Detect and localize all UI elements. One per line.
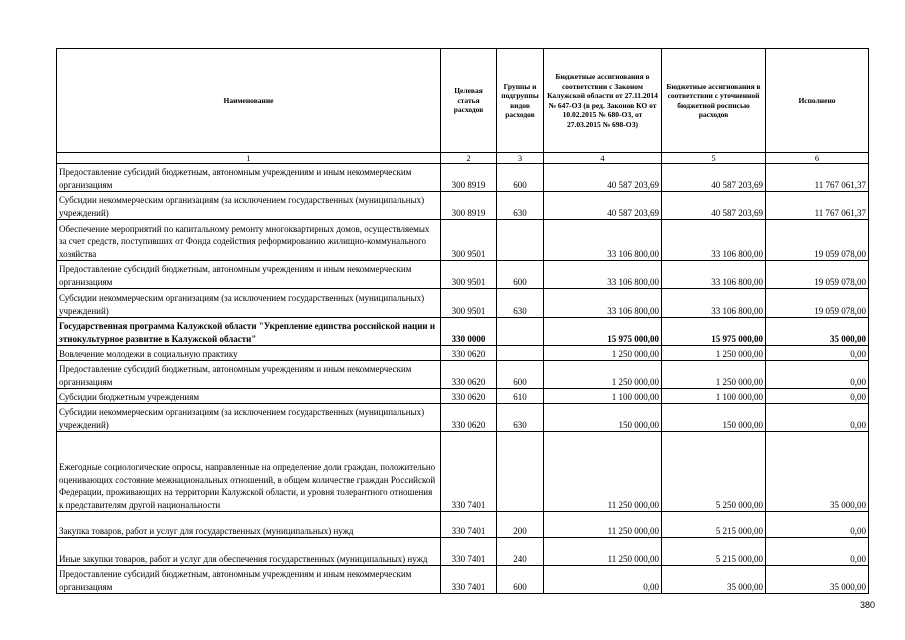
- assignment-refined-cell: 150 000,00: [662, 404, 766, 432]
- executed-cell: 35 000,00: [766, 432, 869, 512]
- assignment-law-cell: 1 250 000,00: [544, 361, 662, 389]
- header-assignment-refined: Бюджетные ассигнования в соответствии с уточненной бюджетной росписью расходов: [662, 49, 766, 153]
- row-name-cell: Обеспечение мероприятий по капитальному ремонту многоквартирных домов, осуществляемых за счет средств, поступивших от Фонда содействия реформированию жилищно-коммунального хозяйства: [57, 220, 441, 261]
- executed-cell: 0,00: [766, 361, 869, 389]
- executed-cell: 0,00: [766, 389, 869, 404]
- assignment-refined-cell: 33 106 800,00: [662, 261, 766, 289]
- row-name-cell: Предоставление субсидий бюджетным, автономным учреждениям и иным некоммерческим организациям: [57, 566, 441, 594]
- column-number: 6: [766, 153, 869, 164]
- assignment-refined-cell: 5 250 000,00: [662, 432, 766, 512]
- target-article-cell: 330 7401: [441, 538, 497, 566]
- header-row: [57, 49, 869, 153]
- executed-cell: 11 767 061,37: [766, 192, 869, 220]
- target-article-cell: 330 7401: [441, 566, 497, 594]
- expense-group-cell: 240: [497, 538, 544, 566]
- assignment-law-cell: 150 000,00: [544, 404, 662, 432]
- target-article-cell: 330 0620: [441, 361, 497, 389]
- table-row: [57, 361, 869, 389]
- assignment-refined-cell: 33 106 800,00: [662, 289, 766, 318]
- assignment-law-cell: 33 106 800,00: [544, 289, 662, 318]
- table-row: [57, 389, 869, 404]
- assignment-refined-cell: 5 215 000,00: [662, 512, 766, 538]
- assignment-refined-cell: 35 000,00: [662, 566, 766, 594]
- executed-cell: 19 059 078,00: [766, 220, 869, 261]
- expense-group-cell: 600: [497, 164, 544, 192]
- assignment-law-cell: 33 106 800,00: [544, 261, 662, 289]
- executed-cell: 0,00: [766, 404, 869, 432]
- expense-group-cell: 630: [497, 289, 544, 318]
- table-row: [57, 404, 869, 432]
- executed-cell: 19 059 078,00: [766, 289, 869, 318]
- header-executed: Исполнено: [766, 49, 869, 153]
- expense-group-cell: 630: [497, 404, 544, 432]
- executed-cell: 0,00: [766, 512, 869, 538]
- column-number: 5: [662, 153, 766, 164]
- target-article-cell: 300 9501: [441, 289, 497, 318]
- row-name-cell: Государственная программа Калужской области "Укрепление единства российской нации и этнокультурное развитие в Калужской области": [57, 318, 441, 346]
- target-article-cell: 300 8919: [441, 164, 497, 192]
- target-article-cell: 330 0620: [441, 389, 497, 404]
- row-name-cell: Предоставление субсидий бюджетным, автономным учреждениям и иным некоммерческим организациям: [57, 261, 441, 289]
- executed-cell: 0,00: [766, 346, 869, 361]
- target-article-cell: 330 0000: [441, 318, 497, 346]
- executed-cell: 35 000,00: [766, 566, 869, 594]
- target-article-cell: 300 9501: [441, 261, 497, 289]
- row-name-cell: Субсидии некоммерческим организациям (за исключением государственных (муниципальных) учреждений): [57, 192, 441, 220]
- expense-group-cell: 200: [497, 512, 544, 538]
- table-row: [57, 432, 869, 512]
- row-name-cell: Закупка товаров, работ и услуг для государственных (муниципальных) нужд: [57, 512, 441, 538]
- row-name-cell: Субсидии некоммерческим организациям (за исключением государственных (муниципальных) учреждений): [57, 289, 441, 318]
- table-row: [57, 261, 869, 289]
- assignment-refined-cell: 40 587 203,69: [662, 164, 766, 192]
- executed-cell: 11 767 061,37: [766, 164, 869, 192]
- column-number: 4: [544, 153, 662, 164]
- expense-group-cell: 610: [497, 389, 544, 404]
- assignment-law-cell: 0,00: [544, 566, 662, 594]
- expense-group-cell: [497, 318, 544, 346]
- table-row: [57, 512, 869, 538]
- assignment-refined-cell: 1 250 000,00: [662, 346, 766, 361]
- assignment-refined-cell: 40 587 203,69: [662, 192, 766, 220]
- assignment-law-cell: 1 100 000,00: [544, 389, 662, 404]
- assignment-law-cell: 40 587 203,69: [544, 192, 662, 220]
- table-row: [57, 289, 869, 318]
- row-name-cell: Субсидии некоммерческим организациям (за исключением государственных (муниципальных) учреждений): [57, 404, 441, 432]
- executed-cell: 0,00: [766, 538, 869, 566]
- table-body: [57, 164, 869, 594]
- target-article-cell: 330 7401: [441, 432, 497, 512]
- row-name-cell: Предоставление субсидий бюджетным, автономным учреждениям и иным некоммерческим организациям: [57, 361, 441, 389]
- budget-table: [56, 48, 869, 594]
- assignment-law-cell: 40 587 203,69: [544, 164, 662, 192]
- table-row: [57, 566, 869, 594]
- header-name: Наименование: [57, 49, 441, 153]
- assignment-refined-cell: 1 100 000,00: [662, 389, 766, 404]
- executed-cell: 35 000,00: [766, 318, 869, 346]
- target-article-cell: 300 8919: [441, 192, 497, 220]
- row-name-cell: Предоставление субсидий бюджетным, автономным учреждениям и иным некоммерческим организациям: [57, 164, 441, 192]
- assignment-law-cell: 15 975 000,00: [544, 318, 662, 346]
- expense-group-cell: 600: [497, 361, 544, 389]
- header-assignment-law: Бюджетные ассигнования в соответствии с Законом Калужской области от 27.11.2014 № 647-ОЗ (в ред. Законов КО от 10.02.2015 № 680-ОЗ, от 27.03.2015 № 698-ОЗ): [544, 49, 662, 153]
- expense-group-cell: [497, 346, 544, 361]
- expense-group-cell: [497, 220, 544, 261]
- header-expense-group: Группы и подгруппы видов расходов: [497, 49, 544, 153]
- assignment-law-cell: 1 250 000,00: [544, 346, 662, 361]
- page-number: 380: [860, 600, 876, 610]
- row-name-cell: Вовлечение молодежи в социальную практику: [57, 346, 441, 361]
- target-article-cell: 330 0620: [441, 346, 497, 361]
- table-row: [57, 346, 869, 361]
- assignment-law-cell: 11 250 000,00: [544, 538, 662, 566]
- row-name-cell: Субсидии бюджетным учреждениям: [57, 389, 441, 404]
- table-row: [57, 164, 869, 192]
- assignment-refined-cell: 1 250 000,00: [662, 361, 766, 389]
- header-target-article: Целевая статья расходов: [441, 49, 497, 153]
- executed-cell: 19 059 078,00: [766, 261, 869, 289]
- row-name-cell: Иные закупки товаров, работ и услуг для обеспечения государственных (муниципальных) нужд: [57, 538, 441, 566]
- target-article-cell: 300 9501: [441, 220, 497, 261]
- assignment-refined-cell: 15 975 000,00: [662, 318, 766, 346]
- assignment-refined-cell: 5 215 000,00: [662, 538, 766, 566]
- row-name-cell: Ежегодные социологические опросы, направленные на определение доли граждан, положительно оценивающих состояние межнациональных отношений, в общем количестве граждан Российской Федерации, проживающих на территории Калужской области, и уровня толерантного отношения к представителям другой национальности: [57, 432, 441, 512]
- column-number-row: [57, 153, 869, 164]
- expense-group-cell: [497, 432, 544, 512]
- column-number: 2: [441, 153, 497, 164]
- table-row: [57, 318, 869, 346]
- assignment-law-cell: 11 250 000,00: [544, 512, 662, 538]
- table-row: [57, 538, 869, 566]
- table-row: [57, 220, 869, 261]
- assignment-law-cell: 11 250 000,00: [544, 432, 662, 512]
- expense-group-cell: 630: [497, 192, 544, 220]
- assignment-law-cell: 33 106 800,00: [544, 220, 662, 261]
- column-number: 1: [57, 153, 441, 164]
- target-article-cell: 330 7401: [441, 512, 497, 538]
- target-article-cell: 330 0620: [441, 404, 497, 432]
- table-row: [57, 192, 869, 220]
- column-number: 3: [497, 153, 544, 164]
- expense-group-cell: 600: [497, 261, 544, 289]
- assignment-refined-cell: 33 106 800,00: [662, 220, 766, 261]
- expense-group-cell: 600: [497, 566, 544, 594]
